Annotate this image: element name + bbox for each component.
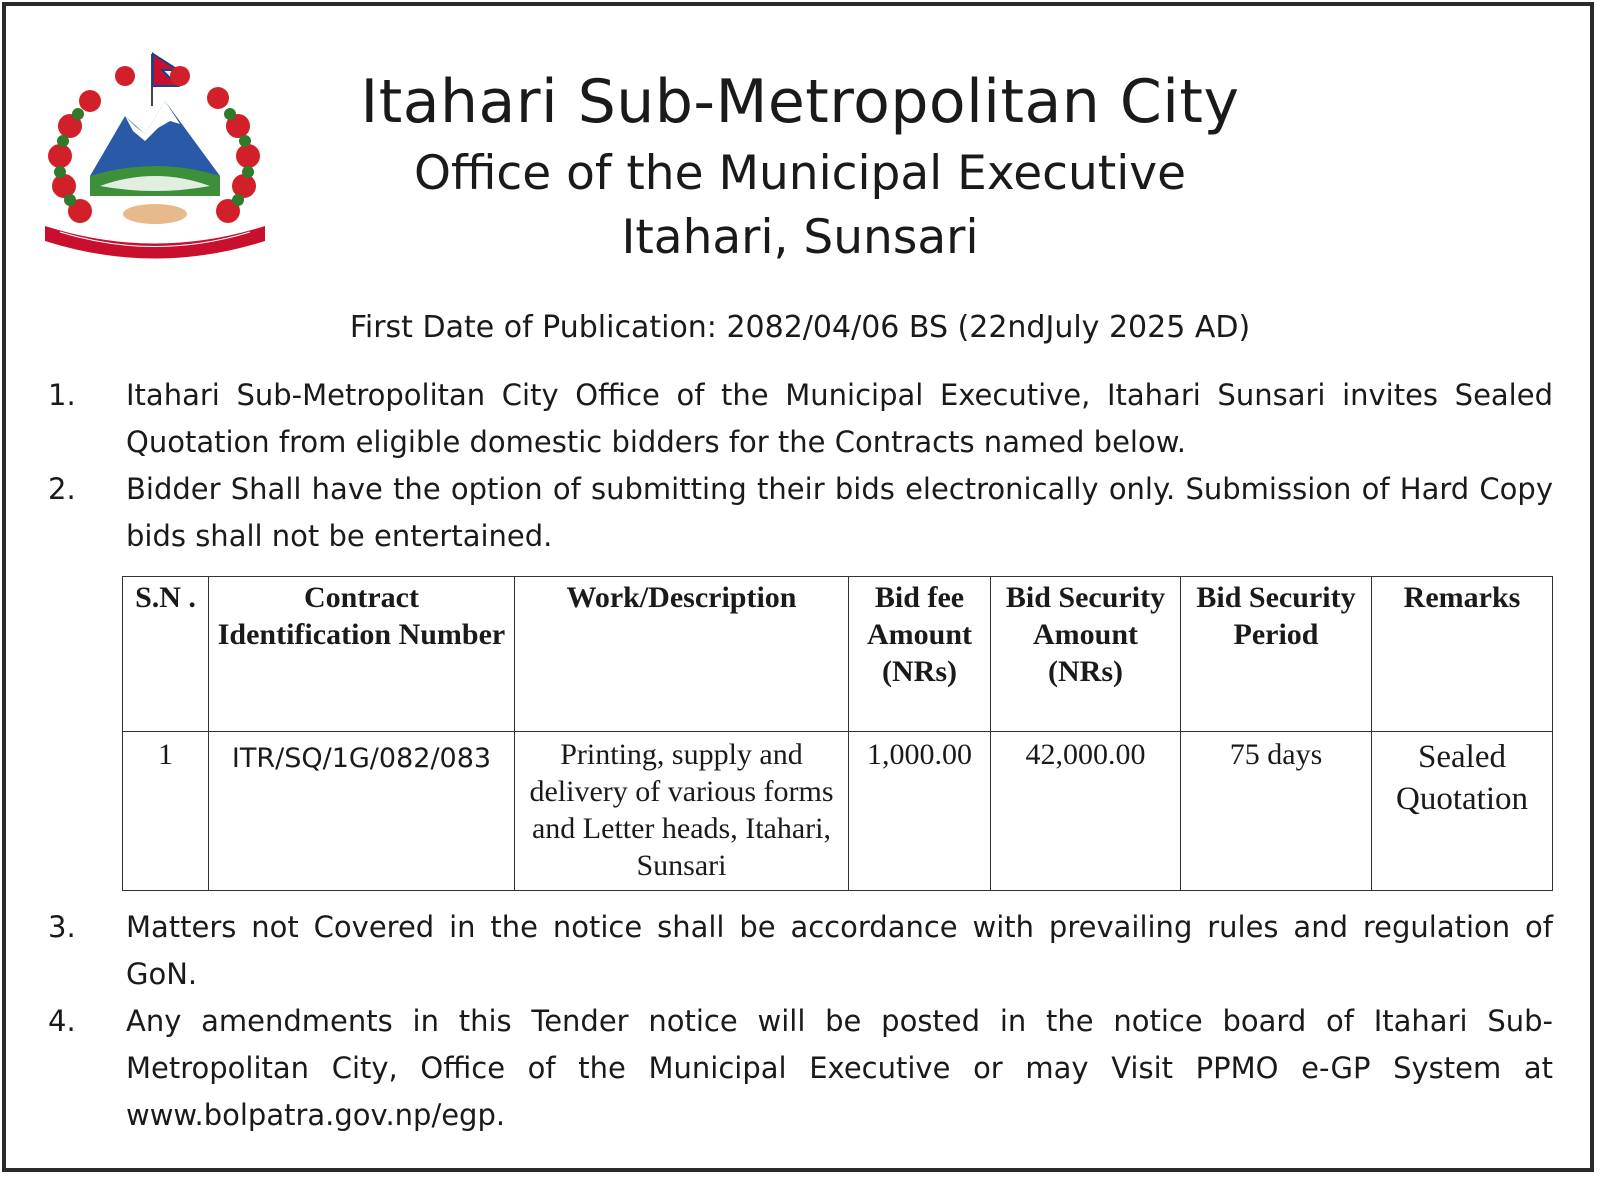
header-work-description: Work/Description — [515, 577, 849, 732]
notice-item-1 — [48, 372, 1553, 466]
office-title: Itahari Sub-Metropolitan City — [360, 67, 1240, 137]
cell-work-description: Printing, supply and delivery of various forms and Letter heads, Itahari, Sunsari — [515, 732, 849, 891]
publication-date: First Date of Publication: 2082/04/06 BS (22ndJuly 2025 AD) — [349, 310, 1251, 345]
notice-item-3 — [48, 904, 1553, 998]
item-number: 4. — [48, 1004, 76, 1038]
item-text: Any amendments in this Tender notice will be posted in the notice board of Itahari Sub-Metropolitan City, Office of the Municipal Executive or may Visit PPMO e-GP System at www.bolpatra.gov.np/egp. — [126, 1004, 1553, 1132]
item-text: Itahari Sub-Metropolitan City Office of the Municipal Executive, Itahari Sunsari invites Sealed Quotation from eligible domestic bidders for the Contracts named below. — [126, 378, 1553, 459]
header-remarks: Remarks — [1372, 577, 1553, 732]
cell-remarks: Sealed Quotation — [1372, 732, 1553, 891]
notice-item-4 — [48, 998, 1553, 1139]
office-location: Itahari, Sunsari — [621, 210, 979, 265]
letterhead — [280, 62, 1320, 270]
item-number: 1. — [48, 378, 76, 412]
item-text: Bidder Shall have the option of submitting their bids electronically only. Submission of Hard Copy bids shall not be entertained. — [126, 472, 1553, 553]
item-number: 2. — [48, 472, 76, 506]
contracts-table — [122, 576, 1553, 891]
table-header-row — [123, 577, 1553, 732]
header-bid-security-period: Bid Security Period — [1181, 577, 1372, 732]
table-row — [123, 732, 1553, 891]
header-contract-id: Contract Identification Number — [209, 577, 515, 732]
cell-sn: 1 — [123, 732, 209, 891]
cell-contract-id: ITR/SQ/1G/082/083 — [209, 732, 515, 891]
item-text: Matters not Covered in the notice shall be accordance with prevailing rules and regulation of GoN. — [126, 910, 1553, 991]
notice-item-2 — [48, 466, 1553, 560]
item-number: 3. — [48, 910, 76, 944]
nepal-emblem-icon — [30, 46, 280, 266]
header-bid-fee: Bid fee Amount (NRs) — [849, 577, 991, 732]
cell-bid-security-amount: 42,000.00 — [991, 732, 1181, 891]
header-bid-security-amount: Bid Security Amount (NRs) — [991, 577, 1181, 732]
cell-bid-security-period: 75 days — [1181, 732, 1372, 891]
header-sn: S.N . — [123, 577, 209, 732]
cell-bid-fee: 1,000.00 — [849, 732, 991, 891]
office-subtitle: Office of the Municipal Executive — [414, 146, 1186, 201]
